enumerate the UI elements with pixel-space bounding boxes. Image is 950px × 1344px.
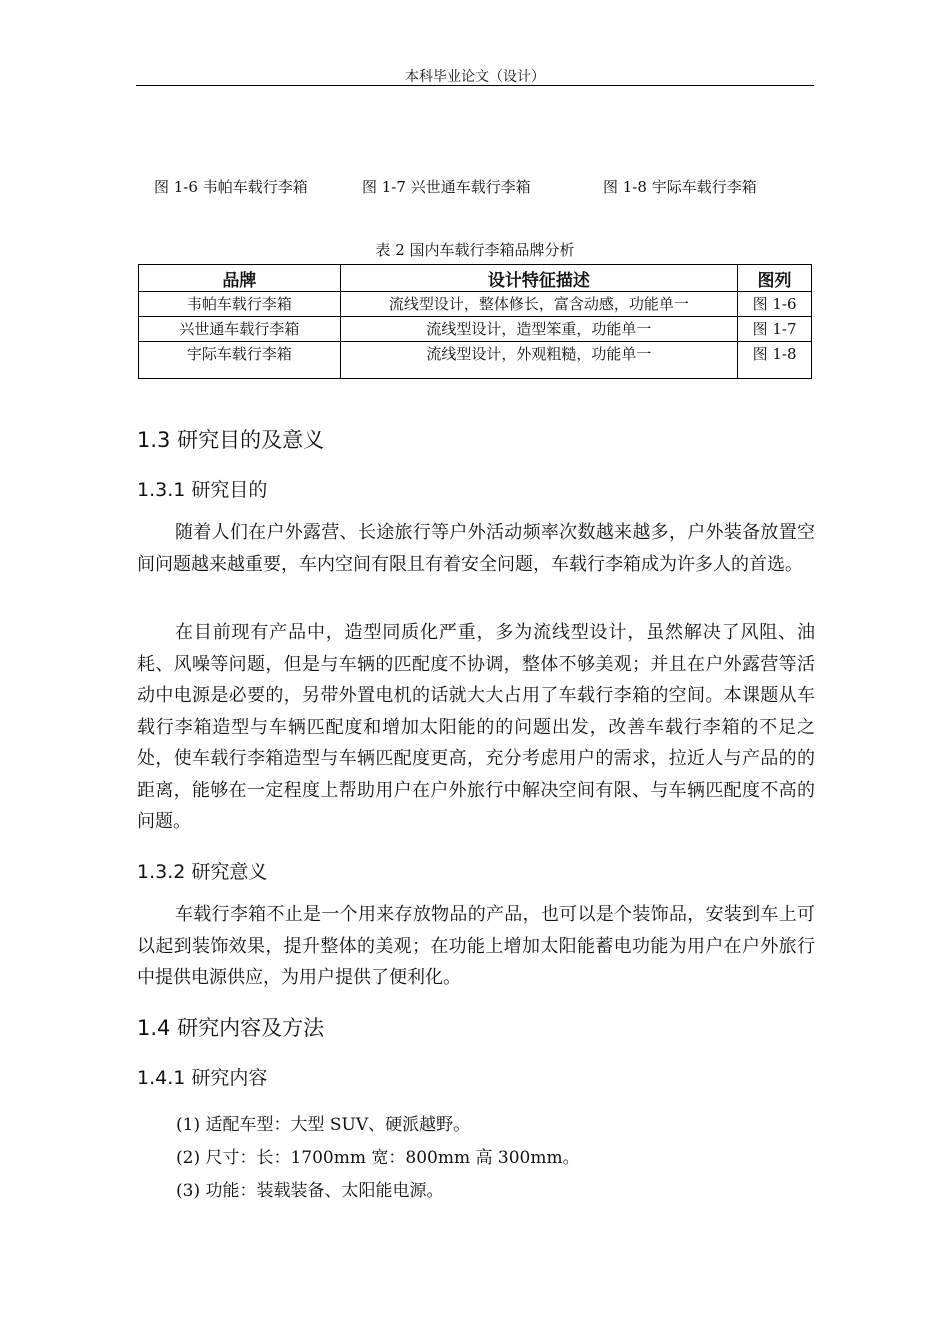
section-heading-1-3-1: 1.3.1 研究目的 (137, 479, 268, 501)
list-item: (3) 功能：装载装备、太阳能电源。 (176, 1181, 444, 1201)
table-cell: 宇际车载行李箱 (139, 342, 341, 379)
column-header-description: 设计特征描述 (340, 265, 737, 292)
section-heading-1-3: 1.3 研究目的及意义 (137, 428, 325, 452)
table-cell: 图 1-7 (738, 317, 812, 342)
list-item: (1) 适配车型：大型 SUV、硬派越野。 (176, 1115, 471, 1135)
table-row (139, 317, 812, 342)
paragraph-purpose-2: 在目前现有产品中，造型同质化严重，多为流线型设计，虽然解决了风阻、油耗、风噪等问题，但是与车辆的匹配度不协调，整体不够美观；并且在户外露营等活动中电源是必要的，另带外置电机的话就大大占用了车载行李箱的空间。本课题从车载行李箱造型与车辆匹配度和增加太阳能的的问题出发，改善车载行李箱的不足之处，使车载行李箱造型与车辆匹配度更高，充分考虑用户的需求，拉近人与产品的的距离，能够在一定程度上帮助用户在户外旅行中解决空间有限、与车辆匹配度不高的问题。 (137, 622, 815, 832)
column-header-brand: 品牌 (139, 265, 341, 292)
table-title: 表 2 国内车载行李箱品牌分析 (375, 241, 575, 259)
table-header-row (139, 265, 812, 292)
header-rule (136, 85, 814, 86)
list-item: (2) 尺寸：长：1700mm 宽：800mm 高 300mm。 (176, 1148, 580, 1168)
table-cell: 兴世通车载行李箱 (139, 317, 341, 342)
running-header: 本科毕业论文（设计） (405, 69, 545, 85)
brand-analysis-table (138, 264, 812, 379)
table-cell: 图 1-6 (738, 292, 812, 317)
table-row (139, 292, 812, 317)
section-heading-1-4-1: 1.4.1 研究内容 (137, 1067, 268, 1089)
table-cell: 图 1-8 (738, 342, 812, 379)
section-heading-1-3-2: 1.3.2 研究意义 (137, 861, 268, 883)
figure-caption-1-6: 图 1-6 韦帕车载行李箱 (154, 178, 308, 196)
table-cell: 流线型设计，外观粗糙，功能单一 (340, 342, 737, 379)
paragraph-purpose-1: 随着人们在户外露营、长途旅行等户外活动频率次数越来越多，户外装备放置空间问题越来越重要，车内空间有限且有着安全问题，车载行李箱成为许多人的首选。 (137, 522, 815, 575)
section-heading-1-4: 1.4 研究内容及方法 (137, 1016, 325, 1040)
paragraph-significance: 车载行李箱不止是一个用来存放物品的产品，也可以是个装饰品，安装到车上可以起到装饰效果，提升整体的美观；在功能上增加太阳能蓄电功能为用户在户外旅行中提供电源供应，为用户提供了便利化。 (137, 904, 815, 988)
column-header-figure: 图列 (738, 265, 812, 292)
table-cell: 韦帕车载行李箱 (139, 292, 341, 317)
figure-caption-1-8: 图 1-8 宇际车载行李箱 (603, 178, 757, 196)
figure-caption-1-7: 图 1-7 兴世通车载行李箱 (362, 178, 531, 196)
table-cell: 流线型设计，整体修长，富含动感，功能单一 (340, 292, 737, 317)
table-row (139, 342, 812, 379)
table-cell: 流线型设计，造型笨重，功能单一 (340, 317, 737, 342)
